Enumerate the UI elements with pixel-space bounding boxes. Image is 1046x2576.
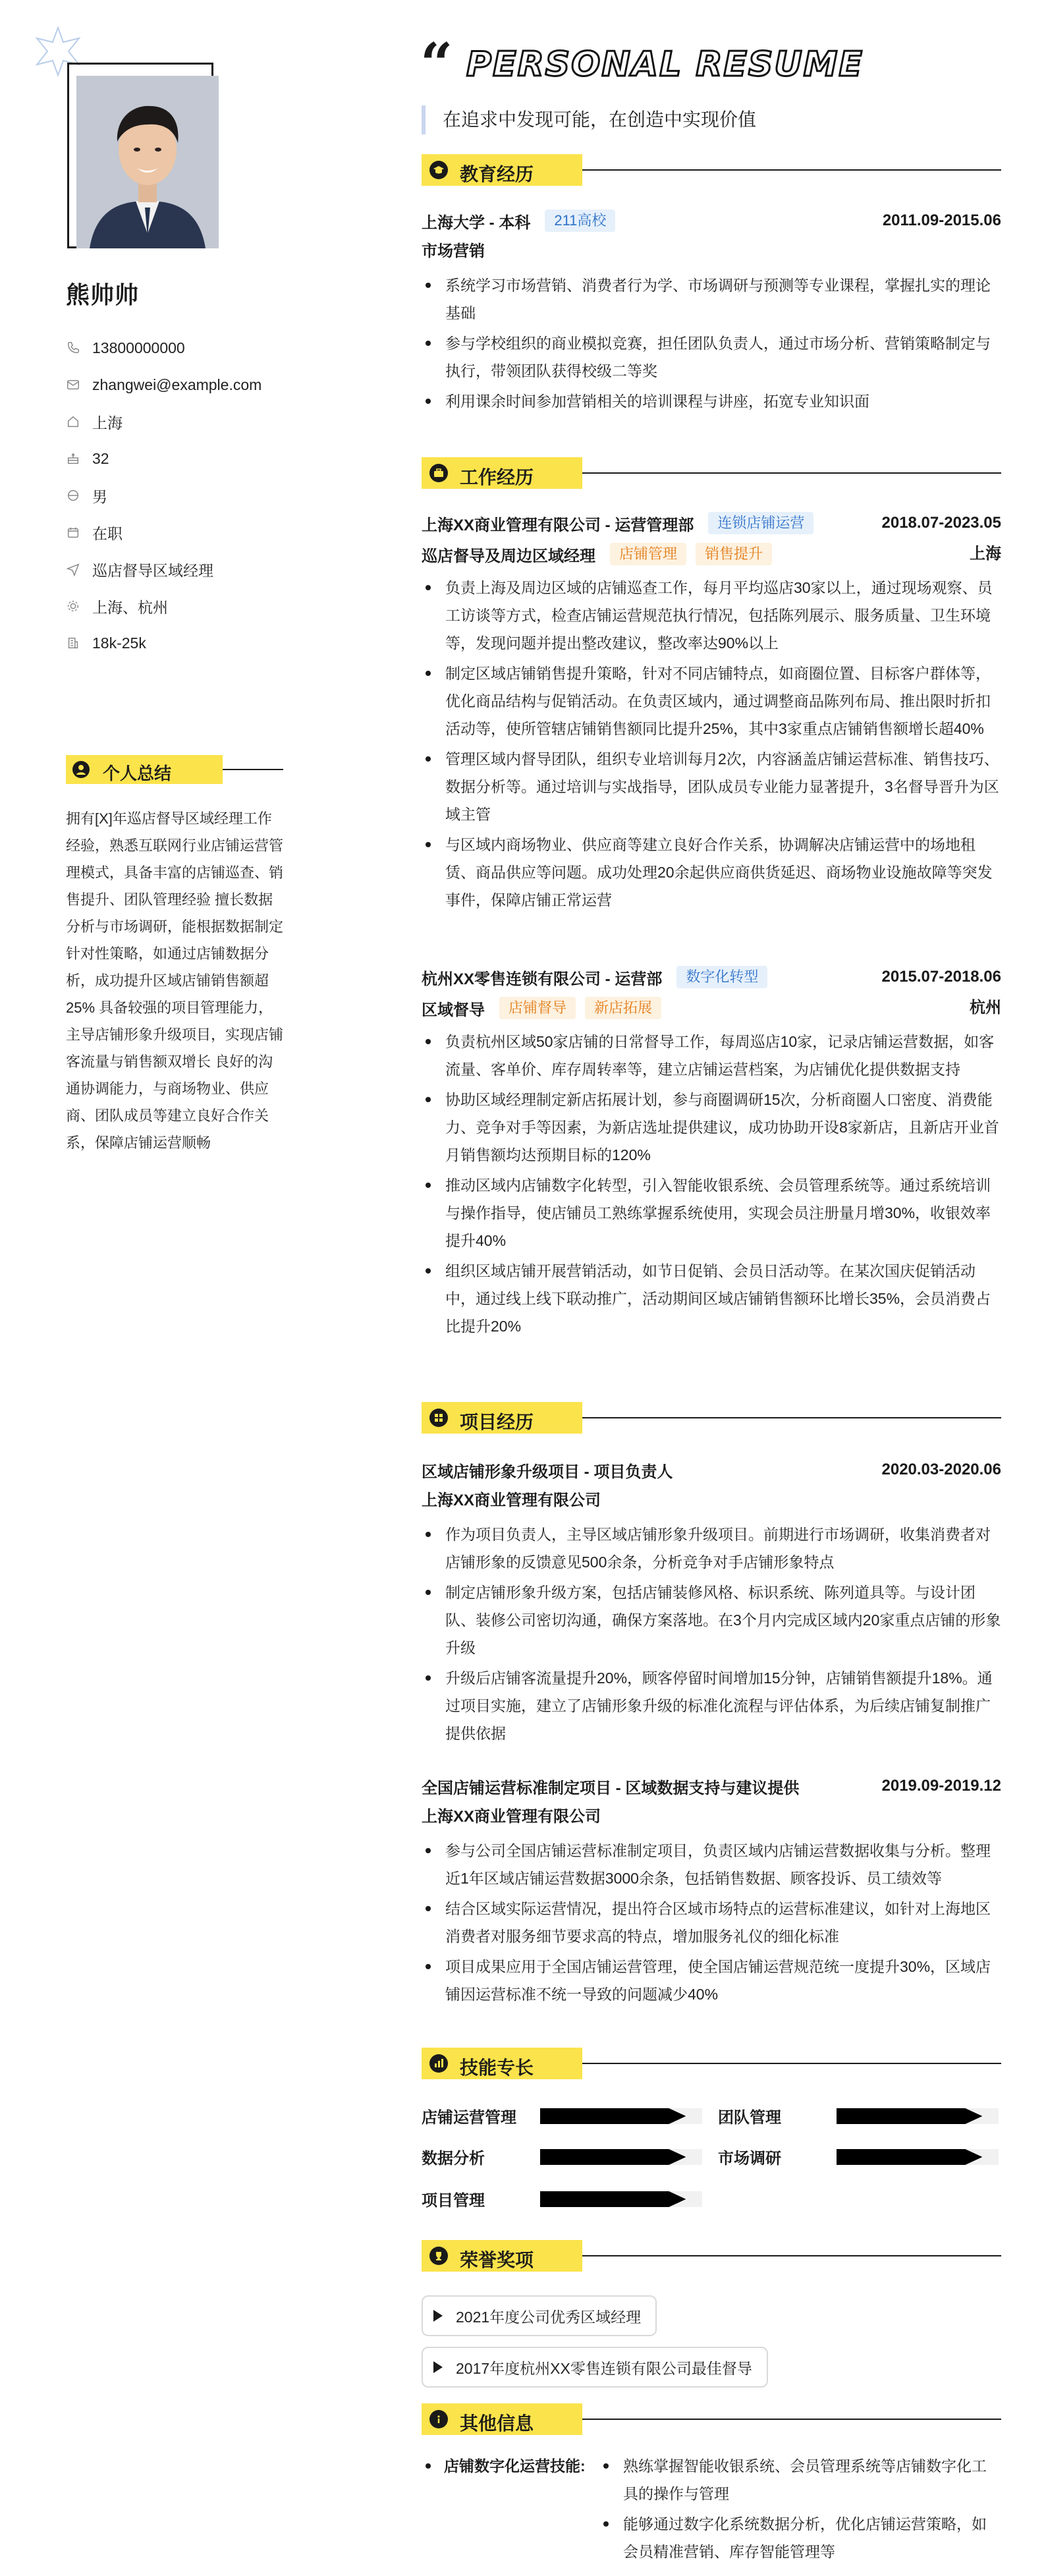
trophy-icon	[429, 2247, 448, 2265]
skill-level-bar	[540, 2149, 686, 2165]
play-arrow-icon	[433, 2361, 443, 2373]
award-item	[422, 2347, 768, 2388]
bullet-dot	[426, 2463, 431, 2469]
education-entry	[422, 207, 1001, 418]
project-org: 上海XX商业管理有限公司	[422, 1492, 601, 1509]
list-item: 负责上海及周边区域的店铺巡查工作，每月平均巡店30家以上，通过现场观察、员工访谈等方式，检查店铺运营规范执行情况，包括陈列展示、服务质量、卫生环境等，发现问题并提出整改建议，整改率达90%以上	[422, 574, 1001, 657]
chart-icon	[429, 2054, 448, 2073]
list-item: 制定店铺形象升级方案，包括店铺装修风格、标识系统、陈列道具等。与设计团队、装修公司密切沟通，确保方案落地。在3个月内完成区域内20家重点店铺的形象升级	[422, 1579, 1001, 1662]
education-bullets	[422, 271, 1001, 415]
summary-text: 拥有[X]年巡店督导区域经理工作经验，熟悉互联网行业店铺运营管理模式，具备丰富的店铺巡查、销售提升、团队管理经验 擅长数据分析与市场调研，能根据数据制定针对性策略，如通过店铺数据分析，成功提升区域店铺销售额超25% 具备较强的项目管理能力，主导店铺形象升级项目，实现店铺客流量与销售额双增长 良好的沟通协调能力，与商场物业、供应商、团队成员等建立良好合作关系，保障店铺运营顺畅	[66, 810, 284, 1151]
settings-icon	[66, 599, 80, 613]
job-date: 2018.07-2023.05	[881, 514, 1001, 532]
gender-icon	[66, 488, 80, 503]
education-header-line	[582, 169, 1001, 171]
phone-value[interactable]: 13800000000	[92, 339, 185, 356]
skills-header-line	[582, 2063, 1001, 2064]
project-org: 上海XX商业管理有限公司	[422, 1808, 601, 1826]
list-item: 系统学习市场营销、消费者行为学、市场调研与预测等专业课程，掌握扎实的理论基础	[422, 271, 1001, 327]
job-tag: 连锁店铺运营	[708, 512, 813, 534]
project-bullets	[422, 1521, 1001, 1747]
job-skill-tag: 店铺管理	[610, 543, 686, 565]
grid-icon	[429, 1409, 448, 1427]
work-section-header	[422, 457, 1001, 489]
slogan: 在追求中发现可能，在创造中实现价值	[422, 105, 756, 134]
school-name: 上海大学 - 本科	[422, 213, 531, 232]
project-entry	[422, 1772, 1001, 2011]
skill-track	[540, 2108, 702, 2124]
skill-item	[718, 2103, 1001, 2127]
age-value: 32	[92, 449, 109, 467]
home-icon	[66, 414, 80, 429]
project-date: 2020.03-2020.06	[881, 1461, 1001, 1478]
other-section-header	[422, 2403, 1001, 2435]
list-item: 项目成果应用于全国店铺运营管理，使全国店铺运营规范统一度提升30%，区域店铺因运营标准不统一导致的问题减少40%	[422, 1953, 1001, 2008]
skills-section-header	[422, 2048, 1001, 2079]
job-entry	[422, 509, 1001, 916]
job-role-row	[422, 537, 1001, 571]
candidate-name: 熊帅帅	[66, 281, 140, 308]
project-date: 2019.09-2019.12	[881, 1777, 1001, 1795]
phone-icon	[66, 341, 80, 355]
job-header-row	[422, 963, 1001, 991]
job-header-row	[422, 509, 1001, 537]
target-job-value: 巡店督导区域经理	[92, 561, 213, 579]
list-item: 制定区域店铺销售提升策略，针对不同店铺特点，如商圈位置、目标客户群体等，优化商品结构与促销活动。在负责区域内，通过调整商品陈列布局、推出限时折扣活动等，使所管辖店铺销售额同比提升25%，其中3家重点店铺销售额增长超40%	[422, 659, 1001, 742]
list-item: 结合区域实际运营情况，提出符合区域市场特点的运营标准建议，如针对上海地区消费者对服务细节要求高的特点，增加服务礼仪的细化标准	[422, 1895, 1001, 1950]
work-title: 工作经历	[460, 467, 534, 488]
skill-name: 团队管理	[718, 2109, 781, 2127]
job-entry	[422, 963, 1001, 1343]
email-value[interactable]: zhangwei@example.com	[92, 376, 262, 393]
contact-info	[66, 329, 262, 661]
phone-row	[66, 329, 262, 366]
building-icon	[66, 636, 80, 650]
job-skill-tag: 新店拓展	[585, 997, 661, 1019]
skill-track	[837, 2149, 999, 2165]
project-header-row	[422, 1772, 1001, 1800]
list-item: 组织区域店铺开展营销活动，如节日促销、会员日活动等。在某次国庆促销活动中，通过线上线下联动推广，活动期间区域店铺销售额环比增长35%，会员消费占比提升20%	[422, 1257, 1001, 1340]
education-section-header	[422, 154, 1001, 186]
job-role: 巡店督导及周边区域经理	[422, 547, 595, 565]
project-entry	[422, 1456, 1001, 1750]
skill-item	[422, 2144, 705, 2168]
status-value: 在职	[92, 524, 123, 542]
job-company: 杭州XX零售连锁有限公司 - 运营部	[422, 970, 663, 988]
graduation-cap-icon	[429, 161, 448, 179]
awards-header-line	[582, 2255, 1001, 2256]
skill-level-bar	[540, 2191, 686, 2207]
other-bullets	[599, 2452, 1001, 2568]
other-label: 店铺数字化运营技能:	[444, 2457, 586, 2475]
city-row	[66, 588, 262, 625]
skill-level-bar	[837, 2108, 982, 2124]
skill-name: 店铺运营管理	[422, 2109, 516, 2127]
gender-row	[66, 477, 262, 514]
project-header-row	[422, 1456, 1001, 1484]
project-name: 全国店铺运营标准制定项目 - 区域数据支持与建议提供	[422, 1779, 800, 1797]
award-item	[422, 2295, 657, 2336]
awards-title: 荣誉奖项	[460, 2250, 534, 2270]
location-row	[66, 403, 262, 440]
play-arrow-icon	[433, 2310, 443, 2322]
job-tag: 数字化转型	[676, 966, 767, 988]
skill-level-bar	[540, 2108, 686, 2124]
job-skill-tag: 销售提升	[696, 543, 772, 565]
major: 市场营销	[422, 242, 485, 260]
list-item: 作为项目负责人，主导区域店铺形象升级项目。前期进行市场调研，收集消费者对店铺形象的反馈意见500余条，分析竞争对手店铺形象特点	[422, 1521, 1001, 1576]
gender-value: 男	[92, 488, 107, 505]
salary-value: 18k-25k	[92, 634, 146, 652]
list-item: 熟练掌握智能收银系统、会员管理系统等店铺数字化工具的操作与管理	[599, 2452, 1001, 2507]
school-tag: 211高校	[545, 210, 615, 232]
project-bullets	[422, 1837, 1001, 2008]
user-icon	[72, 761, 90, 778]
list-item: 负责杭州区域50家店铺的日常督导工作，每周巡店10家，记录店铺运营数据，如客流量、客单价、库存周转率等，建立店铺运营档案，为店铺优化提供数据支持	[422, 1028, 1001, 1083]
briefcase-icon	[429, 464, 448, 482]
job-company: 上海XX商业管理有限公司 - 运营管理部	[422, 516, 694, 534]
job-date: 2015.07-2018.06	[881, 968, 1001, 986]
summary-title: 个人总结	[103, 764, 172, 783]
list-item: 能够通过数字化系统数据分析，优化店铺运营策略，如会员精准营销、库存智能管理等	[599, 2510, 1001, 2565]
calendar-icon	[66, 525, 80, 540]
resume-title: PERSONAL RESUME	[466, 45, 864, 84]
list-item: 管理区域内督导团队，组织专业培训每月2次，内容涵盖店铺运营标准、销售技巧、数据分析等。通过培训与实战指导，团队成员专业能力显著提升，3名督导晋升为区域主管	[422, 745, 1001, 828]
age-row	[66, 440, 262, 477]
education-header-row	[422, 207, 1001, 235]
job-skill-tag: 店铺督导	[499, 997, 576, 1019]
job-bullets	[422, 574, 1001, 914]
email-row	[66, 366, 262, 403]
list-item: 推动区域内店铺数字化转型，引入智能收银系统、会员管理系统等。通过系统培训与操作指导，使店铺员工熟练掌握系统使用，实现会员注册量月增30%，收银效率提升40%	[422, 1171, 1001, 1254]
projects-title: 项目经历	[460, 1412, 534, 1432]
skill-track	[837, 2108, 999, 2124]
list-item: 参与学校组织的商业模拟竞赛，担任团队负责人，通过市场分析、营销策略制定与执行，带领团队获得校级二等奖	[422, 329, 1001, 385]
summary-header-line	[223, 769, 283, 770]
list-item: 协助区域经理制定新店拓展计划，参与商圈调研15次，分析商圈人口密度、消费能力、竞争对手等因素，为新店选址提供建议，成功协助开设8家新店，且新店开业首月销售额均达预期目标的120%	[422, 1086, 1001, 1169]
other-title: 其他信息	[460, 2413, 534, 2434]
skill-track	[540, 2149, 702, 2165]
skill-item	[422, 2103, 705, 2127]
avatar	[76, 76, 219, 248]
award-label: 2017年度杭州XX零售连锁有限公司最佳督导	[456, 2359, 752, 2377]
skill-item	[718, 2144, 1001, 2168]
status-row	[66, 514, 262, 551]
job-role: 区域督导	[422, 1001, 485, 1019]
skill-name: 数据分析	[422, 2150, 485, 2168]
skill-track	[540, 2191, 702, 2207]
project-name: 区域店铺形象升级项目 - 项目负责人	[422, 1463, 673, 1481]
education-title: 教育经历	[460, 164, 534, 184]
job-city: 上海	[970, 545, 1001, 563]
target-city-value: 上海、杭州	[92, 598, 168, 616]
cake-icon	[66, 451, 80, 466]
skill-name: 市场调研	[718, 2150, 781, 2168]
list-item: 升级后店铺客流量提升20%，顾客停留时间增加15分钟，店铺销售额提升18%。通过项目实施，建立了店铺形象升级的标准化流程与评估体系，为后续店铺复制推广提供依据	[422, 1664, 1001, 1747]
quote-mark: “	[420, 31, 453, 98]
location-value: 上海	[92, 414, 123, 432]
send-icon	[66, 562, 80, 576]
job-bullets	[422, 1028, 1001, 1340]
skill-level-bar	[837, 2149, 982, 2165]
job-role-row	[422, 991, 1001, 1025]
job-city: 杭州	[970, 999, 1001, 1017]
award-label: 2021年度公司优秀区域经理	[456, 2308, 642, 2326]
skill-name: 项目管理	[422, 2192, 485, 2210]
list-item: 利用课余时间参加营销相关的培训课程与讲座，拓宽专业知识面	[422, 387, 1001, 415]
skill-item	[422, 2186, 705, 2210]
info-icon	[429, 2410, 448, 2428]
summary-section-header	[66, 755, 283, 784]
mail-icon	[66, 378, 80, 392]
job-row	[66, 551, 262, 588]
projects-header-line	[582, 1417, 1001, 1418]
skills-title: 技能专长	[460, 2058, 534, 2078]
awards-section-header	[422, 2240, 1001, 2272]
education-date: 2011.09-2015.06	[882, 211, 1001, 229]
other-header-line	[582, 2419, 1001, 2420]
salary-row	[66, 625, 262, 661]
list-item: 与区域内商场物业、供应商等建立良好合作关系，协调解决店铺运营中的场地租赁、商品供应等问题。成功处理20余起供应商供货延迟、商场物业设施故障等突发事件，保障店铺正常运营	[422, 831, 1001, 914]
work-header-line	[582, 472, 1001, 474]
list-item: 参与公司全国店铺运营标准制定项目，负责区域内店铺运营数据收集与分析。整理近1年区域店铺运营数据3000余条，包括销售数据、顾客投诉、员工绩效等	[422, 1837, 1001, 1892]
projects-section-header	[422, 1402, 1001, 1434]
